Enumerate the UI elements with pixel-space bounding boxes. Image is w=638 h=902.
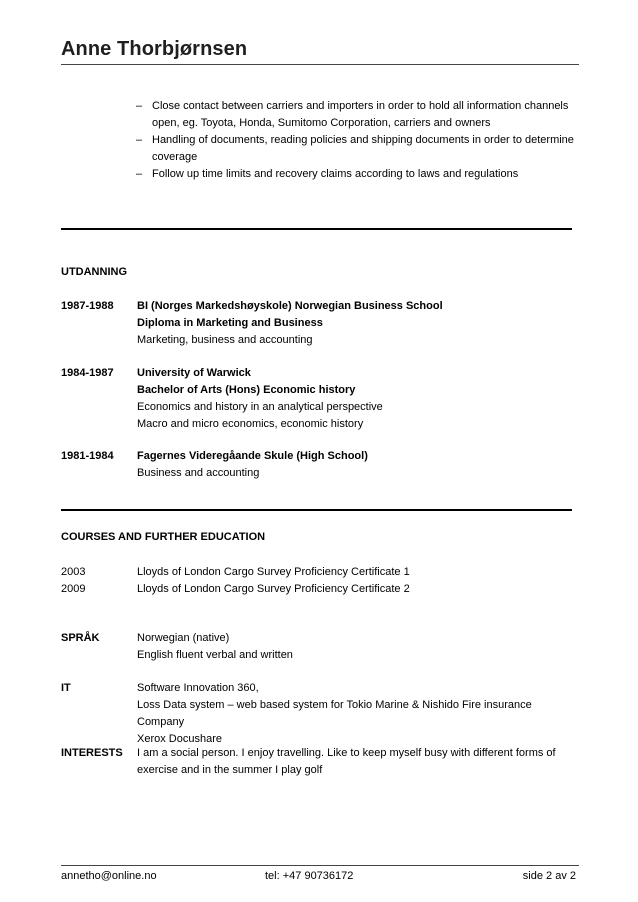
education-detail: Macro and micro economics, economic history — [137, 418, 364, 430]
footer-rule — [61, 865, 579, 866]
footer-email: annetho@online.no — [61, 870, 157, 882]
education-detail: Economics and history in an analytical perspective — [137, 401, 383, 413]
section-divider — [61, 509, 572, 511]
education-school: Fagernes Videregåande Skule (High School) — [137, 450, 368, 462]
languages-list — [137, 630, 577, 664]
education-detail: Marketing, business and accounting — [137, 334, 313, 346]
interests-text: I am a social person. I enjoy travelling. Like to keep myself busy with different forms of exercise and in the summer I play golf — [137, 747, 556, 776]
it-list — [137, 680, 577, 748]
it-item: Loss Data system – web based system for Tokio Marine & Nishido Fire insurance Company — [137, 699, 532, 728]
header-rule — [61, 64, 579, 65]
course-year: 2009 — [61, 583, 86, 595]
education-school: University of Warwick — [137, 367, 251, 379]
experience-bullet: – Handling of documents, reading policies and shipping documents in order to determine coverage — [136, 132, 576, 166]
page-footer — [61, 869, 576, 883]
candidate-name: Anne Thorbjørnsen — [61, 38, 248, 60]
experience-bullet: – Close contact between carriers and importers in order to hold all information channels open, eg. Toyota, Honda, Sumitomo Corporation, carriers and owners — [136, 98, 576, 132]
course-year: 2003 — [61, 566, 86, 578]
course-title: Lloyds of London Cargo Survey Proficiency Certificate 2 — [137, 583, 410, 595]
languages-label: SPRÅK — [61, 632, 100, 644]
education-years: 1987-1988 — [61, 300, 114, 312]
it-item: Xerox Docushare — [137, 733, 222, 745]
it-item: Software Innovation 360, — [137, 682, 259, 694]
education-school: BI (Norges Markedshøyskole) Norwegian Business School — [137, 300, 443, 312]
experience-bullet-list — [136, 98, 576, 183]
experience-bullet: – Follow up time limits and recovery claims according to laws and regulations — [136, 166, 576, 183]
footer-page-number: side 2 av 2 — [522, 870, 576, 882]
it-label: IT — [61, 682, 71, 694]
education-years: 1984-1987 — [61, 367, 114, 379]
education-detail: Business and accounting — [137, 467, 260, 479]
education-degree: Diploma in Marketing and Business — [137, 317, 323, 329]
education-entry — [137, 298, 577, 349]
education-years: 1981-1984 — [61, 450, 114, 462]
section-divider — [61, 228, 572, 230]
education-entry — [137, 448, 577, 482]
education-entry — [137, 365, 577, 433]
course-title: Lloyds of London Cargo Survey Proficiency Certificate 1 — [137, 566, 410, 578]
education-heading: UTDANNING — [61, 266, 127, 278]
courses-heading: COURSES AND FURTHER EDUCATION — [61, 531, 266, 543]
interests-label: INTERESTS — [61, 747, 123, 759]
language-item: Norwegian (native) — [137, 632, 230, 644]
education-degree: Bachelor of Arts (Hons) Economic history — [137, 384, 356, 396]
footer-phone: tel: +47 90736172 — [265, 870, 354, 882]
language-item: English fluent verbal and written — [137, 649, 293, 661]
